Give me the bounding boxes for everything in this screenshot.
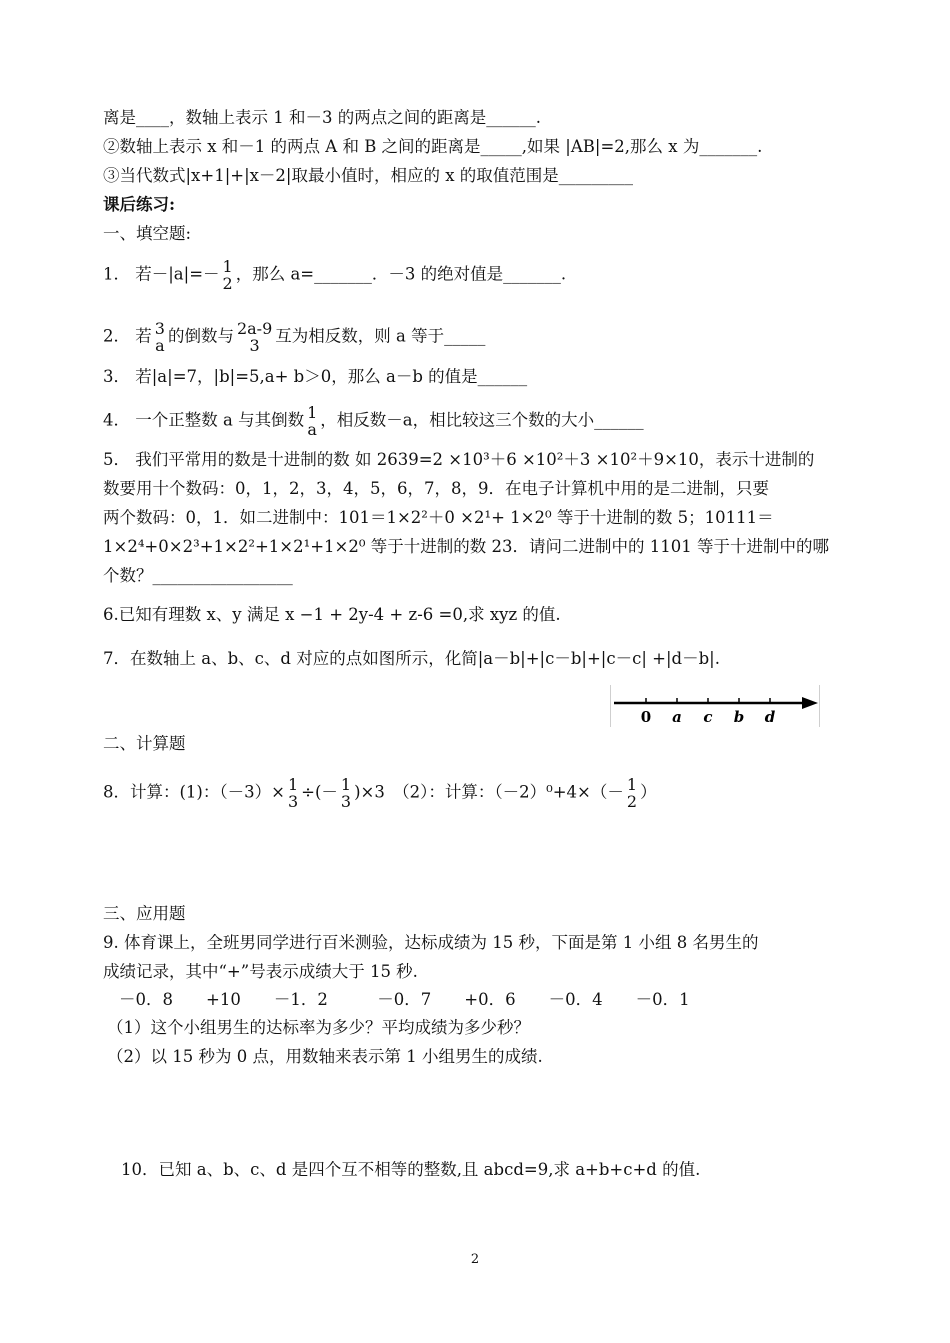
q8-fraction-2 — [341, 776, 351, 810]
q2-fraction-2 — [237, 320, 272, 354]
q9-sub-1: （1）这个小组男生的达标率为多少？平均成绩为多少秒？ — [107, 1018, 530, 1037]
q2-f2-den: 3 — [249, 336, 260, 355]
question-1 — [103, 258, 950, 292]
intro-line-3: ③当代数式|x+1|+|x－2|取最小值时，相应的 x 的取值范围是_________ — [103, 166, 634, 185]
q8-part-d: ） — [640, 782, 657, 802]
q4-num: 1 — [307, 403, 318, 422]
question-6: 6.已知有理数 x、y 满足 x −1 + 2y-4 + z-6 =0,求 xyz 的值. — [103, 605, 561, 624]
q1-num: 1 — [222, 257, 233, 276]
q2-fraction-1 — [155, 320, 165, 354]
q1-fraction — [223, 258, 233, 292]
q2-f1-den: a — [155, 336, 165, 355]
q2-mid: 的倒数与 — [167, 326, 234, 346]
intro-line-2: ②数轴上表示 x 和－1 的两点 A 和 B 之间的距离是_____,如果 |AB|=2,那么 x 为_______. — [103, 137, 763, 156]
q8-f3-den: 2 — [626, 792, 638, 811]
q8-fraction-3 — [627, 776, 637, 810]
q9-values: －0．8 +10 －1．2 －0．7 +0．6 －0．4 －0．1 — [119, 990, 690, 1009]
q2-f1-num: 3 — [154, 319, 165, 338]
q8-f3-num: 1 — [626, 775, 638, 794]
q8-part-c: )×3 （2）：计算：（－2）⁰+4×（－ — [354, 782, 624, 802]
question-2 — [103, 320, 950, 354]
q4-den: a — [307, 420, 317, 439]
number-line-label: d — [764, 708, 776, 726]
q2-pre: 2． 若 — [103, 326, 152, 346]
q5-line-5: 个数？_________________ — [103, 566, 293, 585]
q8-f1-num: 1 — [287, 775, 299, 794]
section2-title: 二、计算题 — [103, 734, 186, 753]
q8-f2-den: 3 — [340, 792, 352, 811]
number-line-label: 0 — [640, 708, 652, 726]
question-3: 3． 若|a|=7，|b|=5,a+ b＞0，那么 a－b 的值是______ — [103, 367, 528, 386]
q8-fraction-1 — [288, 776, 298, 810]
number-line-label: a — [672, 708, 682, 726]
q8-f1-den: 3 — [287, 792, 299, 811]
intro-line-1: 离是____，数轴上表示 1 和－3 的两点之间的距离是______. — [103, 108, 541, 127]
page-number: 2 — [470, 1252, 480, 1267]
q9-sub-2: （2）以 15 秒为 0 点，用数轴来表示第 1 小组男生的成绩. — [107, 1047, 543, 1066]
number-line-labels — [641, 708, 776, 726]
q5-line-4: 1×2⁴+0×2³+1×2²+1×2¹+1×2⁰ 等于十进制的数 23．请问二进制中的 1101 等于十进制中的哪 — [103, 537, 829, 556]
number-line-label: b — [733, 708, 745, 726]
q9-line-2: 成绩记录，其中“+”号表示成绩大于 15 秒. — [103, 962, 418, 981]
number-line-label: c — [703, 708, 713, 726]
q1-post: ，那么 a=_______．－3 的绝对值是_______. — [235, 264, 567, 284]
number-line-arrow-icon — [802, 697, 818, 709]
number-line-svg — [610, 685, 820, 727]
after-class-title: 课后练习: — [103, 195, 176, 214]
q1-pre: 1． 若－|a|=－ — [103, 264, 220, 284]
q5-line-2: 数要用十个数码：0，1，2，3，4，5，6，7，8，9．在电子计算机中用的是二进制，只要 — [103, 479, 769, 498]
q4-pre: 4． 一个正整数 a 与其倒数 — [103, 410, 305, 430]
q1-den: 2 — [222, 274, 233, 293]
q5-line-3: 两个数码：0，1．如二进制中：101＝1×2²＋0 ×2¹+ 1×2⁰ 等于十进制的数 5；10111＝ — [103, 508, 774, 527]
number-line-figure — [610, 685, 820, 727]
q9-line-1: 9. 体育课上，全班男同学进行百米测验，达标成绩为 15 秒，下面是第 1 小组 8 名男生的 — [103, 933, 759, 952]
q4-fraction — [307, 404, 317, 438]
q5-line-1: 5． 我们平常用的数是十进制的数 如 2639=2 ×10³＋6 ×10²＋3 ×10²＋9×10，表示十进制的 — [103, 450, 815, 469]
q8-f2-num: 1 — [340, 775, 352, 794]
q8-part-b: ÷(－ — [301, 782, 338, 802]
section1-title: 一、填空题: — [103, 224, 192, 243]
question-8 — [103, 776, 950, 810]
q2-post: 互为相反数，则 a 等于_____ — [275, 326, 486, 346]
q4-post: ，相反数－a，相比较这三个数的大小______ — [320, 410, 644, 430]
question-4 — [103, 404, 950, 438]
q8-part-a: 8．计算：(1)：（－3）× — [103, 782, 285, 802]
question-7: 7．在数轴上 a、b、c、d 对应的点如图所示，化简|a－b|+|c－b|+|c－c| +|d－b|. — [103, 649, 720, 668]
question-10: 10．已知 a、b、c、d 是四个互不相等的整数,且 abcd=9,求 a+b+c+d 的值. — [121, 1160, 701, 1179]
q2-f2-num: 2a-9 — [236, 319, 273, 338]
section3-title: 三、应用题 — [103, 904, 186, 923]
